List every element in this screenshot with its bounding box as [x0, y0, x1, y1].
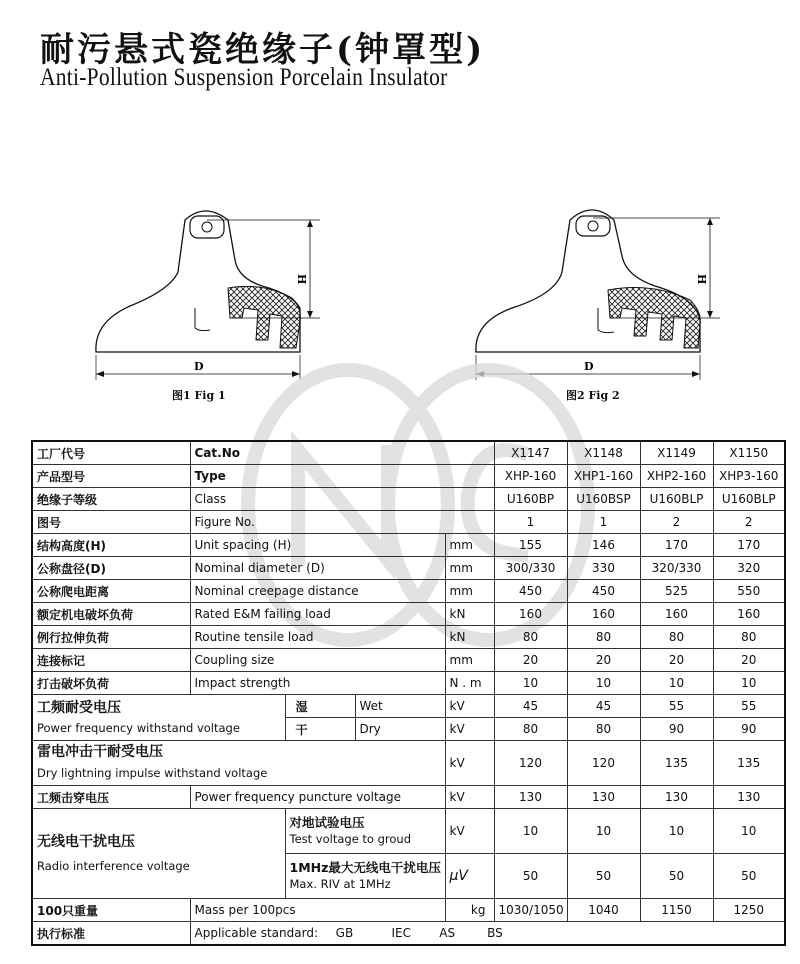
figure-1-drawing: [96, 211, 320, 380]
cell-value: 20: [494, 649, 567, 672]
cell-value: 1150: [640, 899, 713, 922]
unit: mm: [445, 580, 494, 603]
cell-value: 10: [567, 809, 640, 854]
standard-bs: BS: [487, 926, 503, 940]
fig2-d-label: D: [584, 360, 594, 373]
label-en: Cat.No: [190, 441, 494, 465]
cell-value: 135: [713, 741, 785, 786]
cell-value: 80: [567, 718, 640, 741]
label-en: Test voltage to groud: [289, 832, 412, 846]
cell-value: 20: [713, 649, 785, 672]
cell-value: 80: [640, 626, 713, 649]
label-en: Unit spacing (H): [190, 534, 445, 557]
cell-value: 320: [713, 557, 785, 580]
wet-en: Wet: [355, 695, 445, 718]
label-en: Coupling size: [190, 649, 445, 672]
fig1-d-label: D: [194, 360, 204, 373]
figures-area: [0, 190, 800, 420]
row-tensile: [32, 626, 785, 649]
cell-value: 10: [494, 809, 567, 854]
unit: kN: [445, 626, 494, 649]
unit: kV: [445, 741, 494, 786]
unit: mm: [445, 557, 494, 580]
cell-value: 170: [713, 534, 785, 557]
cell-value: 20: [640, 649, 713, 672]
cell-value: 146: [567, 534, 640, 557]
cell-value: 300/330: [494, 557, 567, 580]
row-cat-no: [32, 441, 785, 465]
riv-label: [32, 809, 285, 899]
label-en: Power frequency withstand voltage: [37, 720, 240, 735]
cell-value: XHP1-160: [567, 465, 640, 488]
cell-value: 50: [567, 854, 640, 899]
label-en: Max. RIV at 1MHz: [289, 877, 391, 891]
cell-value: 160: [567, 603, 640, 626]
row-height: [32, 534, 785, 557]
unit: kg: [445, 899, 494, 922]
label-cn: 执行标准: [32, 922, 190, 946]
spec-table: [31, 440, 786, 946]
cell-value: 130: [494, 786, 567, 809]
cell-value: 130: [713, 786, 785, 809]
cell-value: 550: [713, 580, 785, 603]
row-coupling: [32, 649, 785, 672]
label-cn: 工频耐受电压: [37, 699, 121, 716]
cell-value: 450: [567, 580, 640, 603]
cell-value: 155: [494, 534, 567, 557]
label-cn: 1MHz最大无线电干扰电压: [289, 860, 441, 875]
cell-value: 160: [494, 603, 567, 626]
label-cn: 例行拉伸负荷: [32, 626, 190, 649]
cell-value: 525: [640, 580, 713, 603]
cell-value: 10: [713, 809, 785, 854]
cell-value: U160BLP: [713, 488, 785, 511]
cell-value: 10: [640, 672, 713, 695]
row-figure: [32, 511, 785, 534]
standard-iec: IEC: [391, 926, 411, 940]
cell-value: 80: [713, 626, 785, 649]
fig1-h-label: H: [295, 274, 308, 285]
cell-value: 1: [567, 511, 640, 534]
cell-value: 120: [567, 741, 640, 786]
label-cn: 连接标记: [32, 649, 190, 672]
row-impact: [32, 672, 785, 695]
cell-value: 320/330: [640, 557, 713, 580]
unit: kV: [445, 695, 494, 718]
label-cn: 绝缘子等级: [32, 488, 190, 511]
label-cn: 公称盘径(D): [32, 557, 190, 580]
row-standard: [32, 922, 785, 946]
label-en: Routine tensile load: [190, 626, 445, 649]
unit: kV: [445, 786, 494, 809]
model-header: X1148: [567, 441, 640, 465]
cell-value: 50: [713, 854, 785, 899]
insulator-drawings: [0, 190, 800, 420]
cell-value: 450: [494, 580, 567, 603]
cell-value: 1040: [567, 899, 640, 922]
dry-cn: 干: [285, 718, 355, 741]
label-cn: 100只重量: [32, 899, 190, 922]
cell-value: 330: [567, 557, 640, 580]
title-chinese: 耐污悬式瓷绝缘子(钟罩型): [40, 30, 486, 70]
row-type: [32, 465, 785, 488]
cell-value: 160: [640, 603, 713, 626]
label-en: Class: [190, 488, 494, 511]
cell-value: 170: [640, 534, 713, 557]
label-cn: 图号: [32, 511, 190, 534]
label-cn: 工厂代号: [32, 441, 190, 465]
fig1-caption: 图1 Fig 1: [172, 389, 226, 402]
cell-value: 160: [713, 603, 785, 626]
standard-gb: GB: [335, 926, 354, 940]
row-riv-test: [32, 809, 785, 854]
cell-value: 80: [494, 626, 567, 649]
row-mass: [32, 899, 785, 922]
label-en: Applicable standard:: [194, 926, 318, 940]
label-cn: 结构高度(H): [32, 534, 190, 557]
figure-2-drawing: [476, 210, 720, 380]
cell-value: 55: [640, 695, 713, 718]
cell-value: 1030/1050: [494, 899, 567, 922]
cell-value: XHP-160: [494, 465, 567, 488]
label-cn: 公称爬电距离: [32, 580, 190, 603]
riv-test-label: [285, 809, 445, 854]
dry-en: Dry: [355, 718, 445, 741]
model-header: X1149: [640, 441, 713, 465]
cell-value: 90: [640, 718, 713, 741]
cell-value: XHP2-160: [640, 465, 713, 488]
lightning-label: [32, 741, 445, 786]
label-en: Figure No.: [190, 511, 494, 534]
cell-value: 130: [640, 786, 713, 809]
wet-cn: 湿: [285, 695, 355, 718]
cell-value: 2: [713, 511, 785, 534]
label-cn: 产品型号: [32, 465, 190, 488]
cell-value: 80: [567, 626, 640, 649]
cell-value: 20: [567, 649, 640, 672]
row-pf-withstand-wet: [32, 695, 785, 718]
row-diameter: [32, 557, 785, 580]
cell-value: 90: [713, 718, 785, 741]
cell-value: U160BLP: [640, 488, 713, 511]
row-em-load: [32, 603, 785, 626]
unit: mm: [445, 649, 494, 672]
cell-value: 1250: [713, 899, 785, 922]
row-creepage: [32, 580, 785, 603]
cell-value: 50: [640, 854, 713, 899]
unit: N . m: [445, 672, 494, 695]
cell-value: 120: [494, 741, 567, 786]
row-puncture: [32, 786, 785, 809]
standard-as: AS: [439, 926, 456, 940]
label-en: Nominal creepage distance: [190, 580, 445, 603]
cell-value: 130: [567, 786, 640, 809]
cell-value: U160BSP: [567, 488, 640, 511]
label-en: Power frequency puncture voltage: [190, 786, 445, 809]
cell-value: 10: [494, 672, 567, 695]
riv-max-label: [285, 854, 445, 899]
cell-value: 10: [640, 809, 713, 854]
cell-value: 10: [713, 672, 785, 695]
cell-value: 10: [567, 672, 640, 695]
cell-value: 135: [640, 741, 713, 786]
cell-value: 55: [713, 695, 785, 718]
cell-value: 45: [494, 695, 567, 718]
fig2-caption: 图2 Fig 2: [566, 389, 620, 402]
cell-value: 45: [567, 695, 640, 718]
row-lightning-impulse: [32, 741, 785, 786]
fig2-h-label: H: [695, 274, 708, 285]
label-en: Mass per 100pcs: [190, 899, 445, 922]
cell-value: U160BP: [494, 488, 567, 511]
unit: kV: [445, 809, 494, 854]
label-en: Impact strength: [190, 672, 445, 695]
label-cn: 对地试验电压: [289, 815, 365, 830]
label-en: Type: [190, 465, 494, 488]
label-cn: 雷电冲击干耐受电压: [37, 744, 163, 760]
unit: μV: [445, 854, 494, 899]
title-english: Anti-Pollution Suspension Porcelain Insulator: [40, 64, 448, 91]
unit: kV: [445, 718, 494, 741]
label-en: Dry lightning impulse withstand voltage: [37, 766, 268, 780]
cell-value: XHP3-160: [713, 465, 785, 488]
label-cn: 打击破坏负荷: [32, 672, 190, 695]
label-en: Radio interference voltage: [37, 858, 190, 873]
unit: kN: [445, 603, 494, 626]
row-class: [32, 488, 785, 511]
label-en: Rated E&M failing load: [190, 603, 445, 626]
standard-line: [190, 922, 785, 946]
pf-withstand-label: [32, 695, 285, 741]
label-en: Nominal diameter (D): [190, 557, 445, 580]
cell-value: 50: [494, 854, 567, 899]
cell-value: 1: [494, 511, 567, 534]
model-header: X1147: [494, 441, 567, 465]
cell-value: 80: [494, 718, 567, 741]
cell-value: 2: [640, 511, 713, 534]
model-header: X1150: [713, 441, 785, 465]
label-cn: 工频击穿电压: [32, 786, 190, 809]
label-cn: 无线电干扰电压: [37, 833, 135, 850]
label-cn: 额定机电破坏负荷: [32, 603, 190, 626]
unit: mm: [445, 534, 494, 557]
